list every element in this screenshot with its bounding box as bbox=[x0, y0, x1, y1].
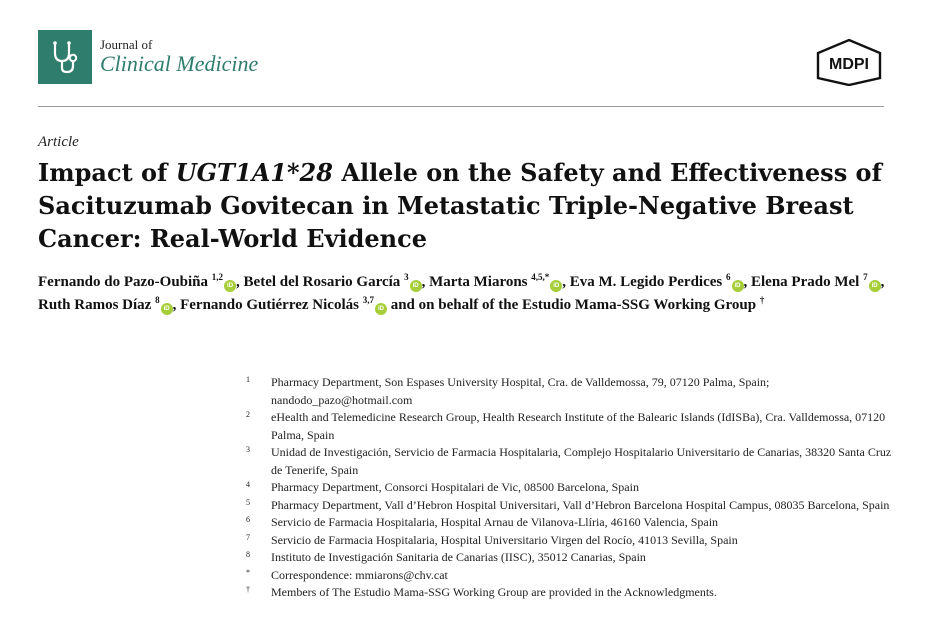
header-divider bbox=[38, 106, 884, 107]
author-list bbox=[38, 271, 898, 317]
affiliation-list bbox=[246, 374, 896, 602]
author-affiliation-ref: † bbox=[759, 295, 765, 305]
author-affiliation-ref: 6 bbox=[726, 272, 731, 282]
author-affiliation-ref: 8 bbox=[155, 295, 160, 305]
affiliation-number: 6 bbox=[246, 515, 250, 524]
affiliation-text: Servicio de Farmacia Hospitalaria, Hospital Arnau de Vilanova-Llíria, 46160 Valencia, Spain bbox=[271, 515, 719, 529]
article-type: Article bbox=[38, 134, 79, 150]
affiliation-number: 4 bbox=[246, 480, 250, 489]
affiliation-item bbox=[246, 549, 896, 567]
affiliation-item bbox=[246, 497, 896, 515]
title-part-2: Allele on the Safety and Effectiveness of Sacituzumab Govitecan in Metastatic Triple-Negative Breast Cancer: Real-World Evidence bbox=[38, 158, 882, 253]
affiliation-text: Correspondence: mmiarons@chv.cat bbox=[271, 567, 448, 582]
mdpi-logo bbox=[814, 38, 884, 86]
orcid-icon[interactable]: iD bbox=[550, 280, 562, 292]
author-affiliation-ref: 3,7 bbox=[362, 295, 374, 305]
affiliation-item bbox=[246, 444, 896, 479]
author-separator: , bbox=[236, 274, 244, 290]
affiliation-text: Unidad de Investigación, Servicio de Farmacia Hospitalaria, Complejo Hospitalario Universitario de Canarias, 38320 Santa Cruz de Tenerife, Spain bbox=[271, 445, 892, 477]
affiliation-item bbox=[246, 584, 896, 602]
author-affiliation-ref: 4,5,* bbox=[531, 272, 550, 282]
title-part-1: Impact of bbox=[38, 158, 176, 187]
author-affiliation-ref: 7 bbox=[863, 272, 868, 282]
author-separator: , bbox=[880, 274, 885, 290]
affiliation-item bbox=[246, 514, 896, 532]
author-name: Ruth Ramos Díaz bbox=[38, 297, 156, 313]
affiliation-text: eHealth and Telemedicine Research Group, Health Research Institute of the Balearic Islands (IdISBa), Cra. Valldemossa, 07120 Palma, Spain bbox=[271, 410, 886, 442]
journal-prefix: Journal of bbox=[100, 37, 153, 52]
stethoscope-icon bbox=[38, 30, 92, 84]
orcid-icon[interactable]: iD bbox=[869, 280, 881, 292]
orcid-icon[interactable]: iD bbox=[732, 280, 744, 292]
affiliation-number: 2 bbox=[246, 410, 250, 419]
affiliation-number: * bbox=[246, 567, 250, 577]
affiliation-text: Pharmacy Department, Son Espases University Hospital, Cra. de Valldemossa, 79, 07120 Palma, Spain; nandodo_pazo@hotmail.com bbox=[271, 375, 770, 407]
author-affiliation-ref: 1,2 bbox=[211, 272, 224, 282]
author-separator: and on behalf of the Estudio Mama-SSG Working Group bbox=[386, 297, 757, 313]
author-name: Elena Prado Mel bbox=[751, 274, 864, 290]
affiliation-item bbox=[246, 409, 896, 444]
author-separator: , bbox=[421, 274, 430, 290]
author-separator: , bbox=[172, 297, 181, 313]
affiliation-number: 3 bbox=[246, 445, 250, 454]
journal-header bbox=[38, 30, 884, 86]
orcid-icon[interactable]: iD bbox=[375, 303, 387, 315]
journal-title bbox=[100, 38, 258, 75]
author-name: Eva M. Legido Perdices bbox=[569, 274, 726, 290]
affiliation-number: 8 bbox=[246, 550, 250, 559]
affiliation-number: 7 bbox=[246, 532, 250, 542]
author-separator: , bbox=[562, 274, 570, 290]
affiliation-item bbox=[246, 532, 896, 550]
affiliation-item bbox=[246, 567, 896, 585]
affiliation-number: † bbox=[246, 585, 250, 594]
orcid-icon[interactable]: iD bbox=[410, 280, 422, 292]
affiliation-number: 1 bbox=[246, 375, 250, 384]
journal-name: Clinical Medicine bbox=[100, 51, 259, 76]
publisher-name: MDPI bbox=[829, 56, 869, 73]
affiliation-text: Servicio de Farmacia Hospitalaria, Hospital Universitario Virgen del Rocío, 41013 Sevilla, Spain bbox=[271, 532, 738, 547]
author-name: Fernando Gutiérrez Nicolás bbox=[180, 297, 363, 313]
article-title bbox=[38, 156, 898, 255]
orcid-icon[interactable]: iD bbox=[161, 303, 173, 315]
title-gene: UGT1A1*28 bbox=[175, 158, 333, 187]
affiliation-number: 5 bbox=[246, 497, 250, 507]
author-name: Marta Miarons bbox=[429, 274, 532, 290]
affiliation-text: Pharmacy Department, Vall d’Hebron Hospital Universitari, Vall d’Hebron Barcelona Hospital Campus, 08035 Barcelona, Spain bbox=[271, 497, 890, 512]
author-name: Fernando do Pazo-Oubiña bbox=[38, 274, 212, 290]
affiliation-text: Instituto de Investigación Sanitaria de Canarias (IISC), 35012 Canarias, Spain bbox=[271, 550, 646, 564]
affiliation-text: Pharmacy Department, Consorci Hospitalari de Vic, 08500 Barcelona, Spain bbox=[271, 480, 639, 494]
author-name: Betel del Rosario García bbox=[243, 274, 405, 290]
affiliation-text: Members of The Estudio Mama-SSG Working Group are provided in the Acknowledgments. bbox=[271, 585, 717, 599]
orcid-icon[interactable]: iD bbox=[224, 280, 236, 292]
affiliation-item bbox=[246, 479, 896, 497]
author-separator: , bbox=[743, 274, 751, 290]
affiliation-item bbox=[246, 374, 896, 409]
author-affiliation-ref: 3 bbox=[404, 272, 409, 282]
